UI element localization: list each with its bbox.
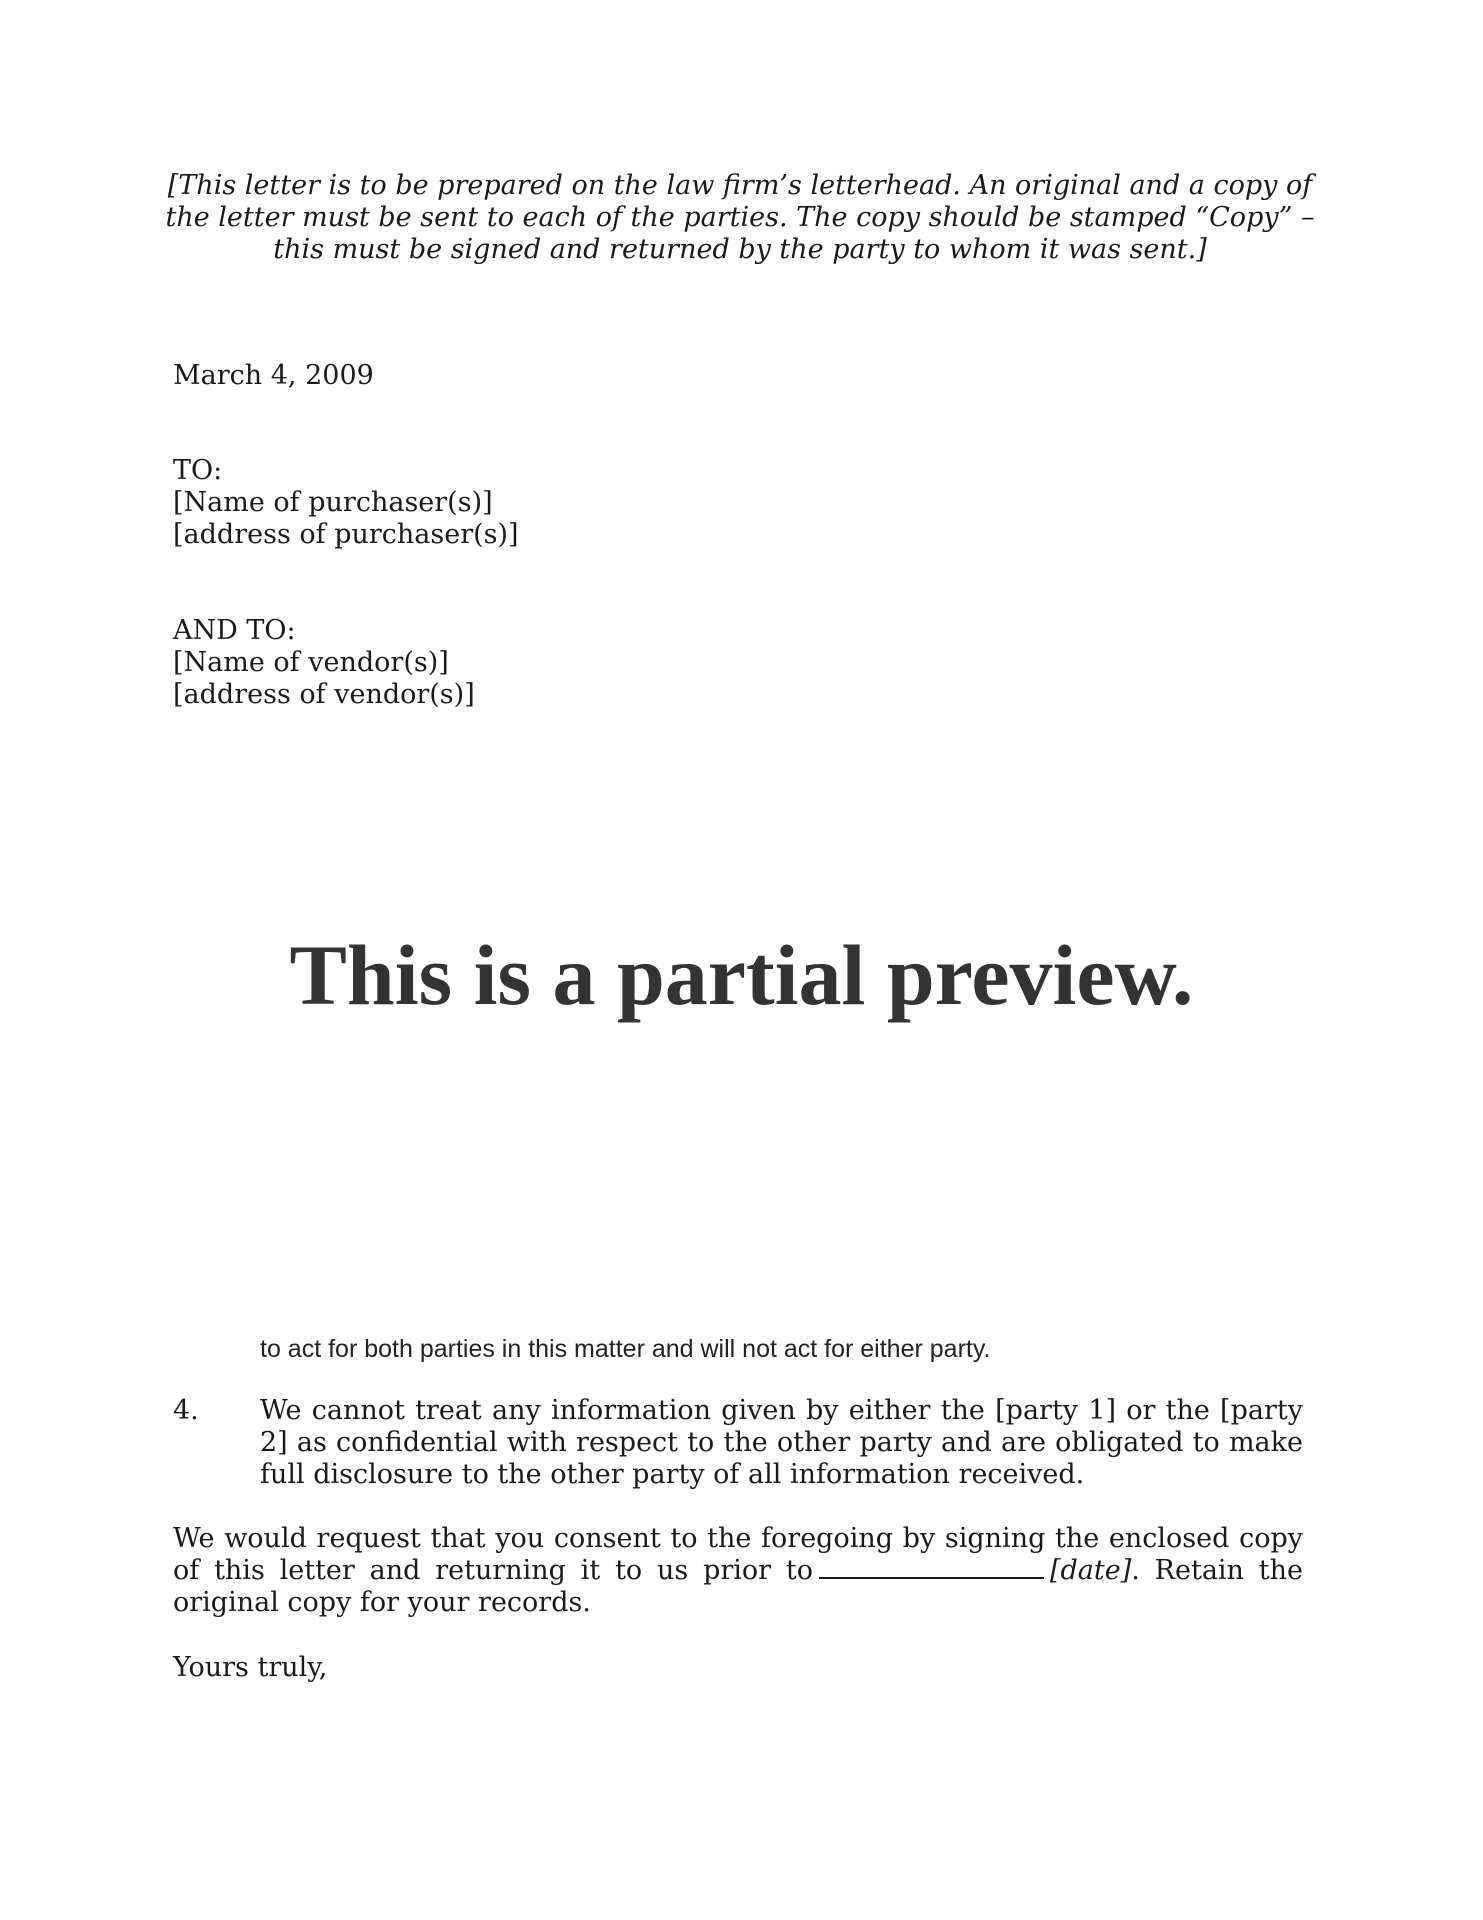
item-text: We cannot treat any information given by either the [party 1] or the [party 2] as confidential with respect to the other party and are obligated to make full disclosure to the other party of all information received. (260, 1395, 1303, 1490)
date-blank-line (819, 1555, 1044, 1579)
request-text: We would request that you consent to the foregoing by signing the enclosed copy of this letter and returning it to us prior to (173, 1523, 1303, 1586)
partial-preview-notice: This is a partial preview. (289, 927, 1194, 1023)
vendor-name: [Name of vendor(s)] (173, 647, 449, 678)
date-placeholder: [date] (1049, 1555, 1132, 1586)
item-number: 4. (173, 1395, 199, 1426)
closing-salutation: Yours truly, (173, 1652, 328, 1683)
letter-date (173, 360, 374, 392)
to-label: TO: (173, 455, 223, 486)
purchaser-name: [Name of purchaser(s)] (173, 487, 493, 518)
consent-request-paragraph (173, 1523, 1303, 1619)
request-text-end: . Retain the original copy for your records. (173, 1555, 1303, 1618)
and-to-label: AND TO: (173, 615, 296, 646)
truncated-paragraph-line: to act for both parties in this matter and will not act for either party. (260, 1335, 991, 1363)
recipient-purchaser-block (173, 455, 519, 551)
date-text: March 4, 2009 (173, 360, 374, 391)
vendor-address: [address of vendor(s)] (173, 679, 475, 710)
letterhead-instruction: [This letter is to be prepared on the law firm’s letterhead. An original and a copy of the letter must be sent to each of the parties. The copy should be stamped “Copy” – this must be signed and returned by the party to whom it was sent.] (165, 170, 1315, 265)
recipient-vendor-block (173, 615, 475, 711)
purchaser-address: [address of purchaser(s)] (173, 519, 519, 550)
